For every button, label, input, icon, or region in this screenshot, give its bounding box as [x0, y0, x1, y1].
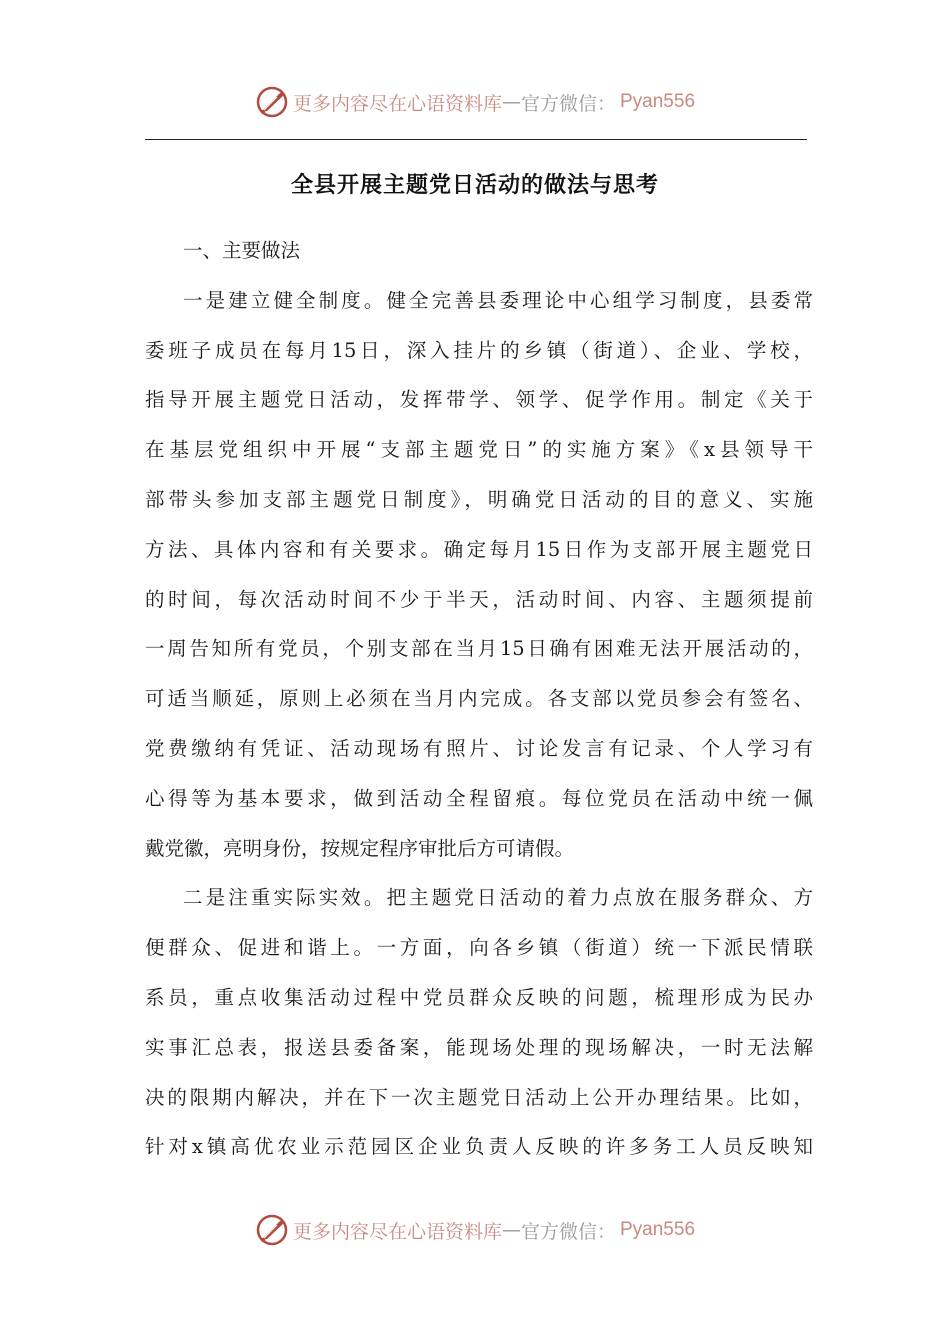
header-dash: —	[501, 91, 521, 113]
header-brand-text: 更多内容尽在心语资料库	[292, 92, 502, 115]
text-line: 可适当顺延，原则上必须在当月内完成。各支部以党员参会有签名、	[145, 687, 813, 711]
header-wechat-id: Pyan556	[620, 91, 696, 112]
text-line: 戴党徽，亮明身份，按规定程序审批后方可请假。	[145, 836, 575, 860]
text-line: 在基层党组织中开展“支部主题党日”的实施方案》《x县领导干	[145, 438, 813, 462]
footer-dash: —	[501, 1219, 521, 1241]
text-line: 二是注重实际实效。把主题党日活动的着力点放在服务群众、方	[183, 886, 813, 910]
footer-brand-text: 更多内容尽在心语资料库	[292, 1220, 502, 1243]
section-heading: 一、主要做法	[183, 239, 301, 262]
text-line: 针对x镇高优农业示范园区企业负责人反映的许多务工人员反映知	[145, 1135, 813, 1159]
footer-banner	[0, 1208, 950, 1252]
header-divider	[145, 139, 807, 140]
text-line: 决的限期内解决，并在下一次主题党日活动上公开办理结果。比如，	[145, 1085, 813, 1109]
text-line: 的时间，每次活动时间不少于半天，活动时间、内容、主题须提前	[145, 587, 813, 611]
text-line: 心得等为基本要求，做到活动全程留痕。每位党员在活动中统一佩	[145, 786, 813, 810]
text-line: 指导开展主题党日活动，发挥带学、领学、促学作用。制定《关于	[145, 388, 813, 412]
text-line: 便群众、促进和谐上。一方面，向各乡镇（街道）统一下派民情联	[145, 936, 813, 960]
document-title: 全县开展主题党日活动的做法与思考	[290, 173, 659, 198]
quill-logo-icon	[255, 1213, 289, 1247]
text-line: 党费缴纳有凭证、活动现场有照片、讨论发言有记录、个人学习有	[145, 736, 813, 760]
text-line: 委班子成员在每月15日，深入挂片的乡镇（街道）、企业、学校，	[145, 338, 813, 362]
document-body	[145, 226, 813, 1172]
footer-wechat-id: Pyan556	[620, 1219, 696, 1240]
text-line: 部带头参加支部主题党日制度》，明确党日活动的目的意义、实施	[145, 487, 813, 511]
text-line: 方法、具体内容和有关要求。确定每月15日作为支部开展主题党日	[145, 537, 813, 561]
header-banner	[0, 80, 950, 124]
footer-wechat-label: 官方微信：	[520, 1220, 616, 1243]
text-line: 一是建立健全制度。健全完善县委理论中心组学习制度，县委常	[183, 288, 813, 312]
quill-logo-icon	[255, 85, 289, 119]
text-line: 实事汇总表，报送县委备案，能现场处理的现场解决，一时无法解	[145, 1035, 813, 1059]
header-wechat-label: 官方微信：	[520, 92, 616, 115]
text-line: 系员，重点收集活动过程中党员群众反映的问题，梳理形成为民办	[145, 985, 813, 1009]
text-line: 一周告知所有党员，个别支部在当月15日确有困难无法开展活动的，	[145, 637, 813, 661]
